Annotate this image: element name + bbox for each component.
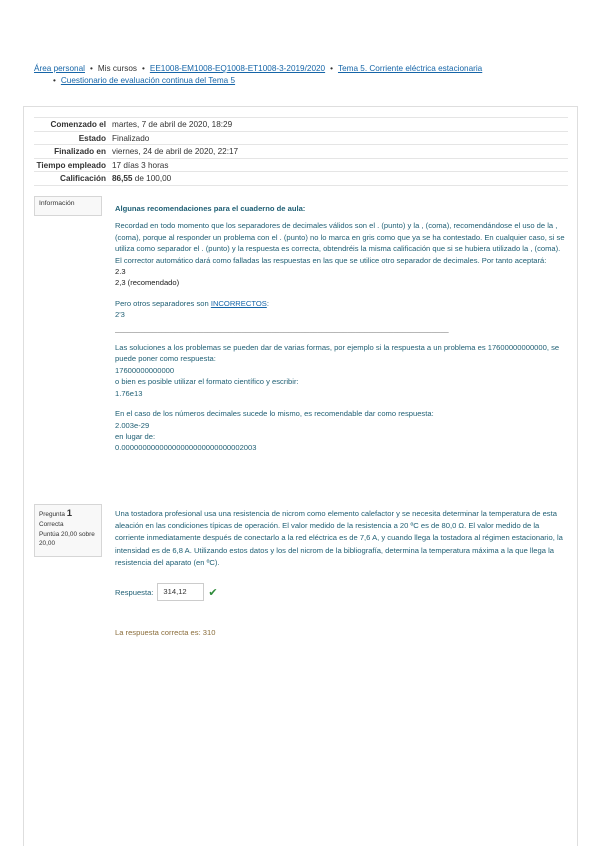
summary-row-finished <box>34 145 568 159</box>
breadcrumb-topic-link[interactable]: Tema 5. Corriente eléctrica estacionaria <box>337 64 483 73</box>
info-label-box <box>34 196 102 216</box>
example-decimal-scientific: 2.003e-29 <box>115 420 150 430</box>
example-integer: 17600000000000 <box>115 365 175 375</box>
question-label: Pregunta <box>39 511 65 518</box>
incorrect-pre: Pero otros separadores son <box>115 298 211 308</box>
info-paragraph-scientific: o bien es posible utilizar el formato científico y escribir: <box>115 377 299 387</box>
summary-row-time-taken <box>34 159 568 173</box>
example-comma: 2,3 (recomendado) <box>115 278 180 288</box>
breadcrumb-quiz-link[interactable]: Cuestionario de evaluación continua del Tema 5 <box>60 76 236 85</box>
summary-label: Finalizado en <box>54 147 106 156</box>
breadcrumb-my-courses[interactable]: Mis cursos <box>97 64 137 73</box>
breadcrumb-separator: • <box>330 64 333 73</box>
breadcrumb-home-link[interactable]: Área personal <box>34 64 85 73</box>
info-title: Algunas recomendaciones para el cuaderno de aula: <box>115 204 306 213</box>
question-text: Una tostadora profesional usa una resistencia de nicrom como elemento calefactor y se necesita determinar la temperatura de esta aleación en las condiciones típicas de operación. El valor medido de la resistencia a 20 ºC es de 80,0 Ω. El valor medido de la corriente inmediatamente después de conectarlo a la red eléctrica es de 7,6 A, y cuando llega la tostadora al régimen estacionario, la intensidad es de 6,8 A. Utilizando estos datos y los del nicrom de la bibliografía, determina la temperatura máxima a la que llega la resistencia del aparato (en ºC). <box>115 509 563 567</box>
divider-line: _______________________________________________________________________________ <box>115 323 449 333</box>
breadcrumb-separator: • <box>89 64 93 73</box>
breadcrumb-course-link[interactable]: EE1008-EM1008-EQ1008-ET1008-3-2019/2020 <box>149 64 326 73</box>
info-label: Información <box>39 200 75 207</box>
example-dot: 2.3 <box>115 267 126 277</box>
summary-row-grade <box>34 172 568 186</box>
breadcrumb <box>34 63 574 87</box>
summary-row-state <box>34 132 568 146</box>
correct-answer-feedback: La respuesta correcta es: 310 <box>115 628 216 637</box>
summary-label: Estado <box>78 133 106 143</box>
info-paragraph-instead: en lugar de: <box>115 431 156 441</box>
question-score: Puntúa 20,00 sobre 20,00 <box>39 530 95 548</box>
question-number: 1 <box>66 508 73 519</box>
grade-value: 86,55 <box>112 174 133 183</box>
info-paragraph-decimals: En el caso de los números decimales sucede lo mismo, es recomendable dar como respuesta: <box>115 409 434 419</box>
quiz-review-panel <box>23 106 578 846</box>
summary-value: Finalizado <box>112 133 150 143</box>
checkmark-icon: ✔ <box>208 586 218 599</box>
info-paragraph-separators: Recordad en todo momento que los separadores de decimales válidos son el . (punto) y la , (coma), recomendándose el uso de la , (coma), porque al responder un problema con el . (punto) no lo marca en gris como que ya se ha contestado. En cualquier caso, si se utiliza como separador el . (punto) y la respuesta es correcta, obtendréis la misma calificación que si se hubiera utilizado la , (coma). El corrector automático dará como falladas las respuestas en las que se utilice otro separador de decimales. Por tanto aceptará: <box>115 221 565 265</box>
summary-value: viernes, 24 de abril de 2020, 22:17 <box>112 147 239 156</box>
summary-label: Comenzado el <box>50 120 106 129</box>
question-state: Correcta <box>39 520 64 528</box>
summary-value <box>112 172 171 185</box>
example-decimal-long: 0.00000000000000000000000000002003 <box>115 443 257 453</box>
grade-total: de 100,00 <box>132 174 172 183</box>
breadcrumb-separator: • <box>141 64 145 73</box>
info-content <box>115 203 567 454</box>
answer-label: Respuesta: <box>115 587 154 597</box>
question-info-box <box>34 504 102 557</box>
info-paragraph-formats: Las soluciones a los problemas se pueden dar de varias formas, por ejemplo si la respuesta a un problema es 17600000000000, se puede poner como respuesta: <box>115 343 560 364</box>
summary-row-started <box>34 118 568 132</box>
summary-value: martes, 7 de abril de 2020, 18:29 <box>112 120 233 129</box>
summary-value: 17 días 3 horas <box>112 160 169 170</box>
info-paragraph-incorrect <box>115 298 567 309</box>
answer-input[interactable]: 314,12 <box>157 583 204 601</box>
summary-label: Tiempo empleado <box>36 160 106 170</box>
example-apostrophe: 2'3 <box>115 310 125 320</box>
incorrect-link: INCORRECTOS <box>210 298 267 308</box>
example-scientific: 1.76e13 <box>115 388 143 398</box>
attempt-summary-table <box>34 117 568 186</box>
breadcrumb-separator: • <box>53 76 56 85</box>
answer-row <box>115 583 218 601</box>
incorrect-post: : <box>266 298 269 308</box>
summary-label: Calificación <box>60 174 106 183</box>
